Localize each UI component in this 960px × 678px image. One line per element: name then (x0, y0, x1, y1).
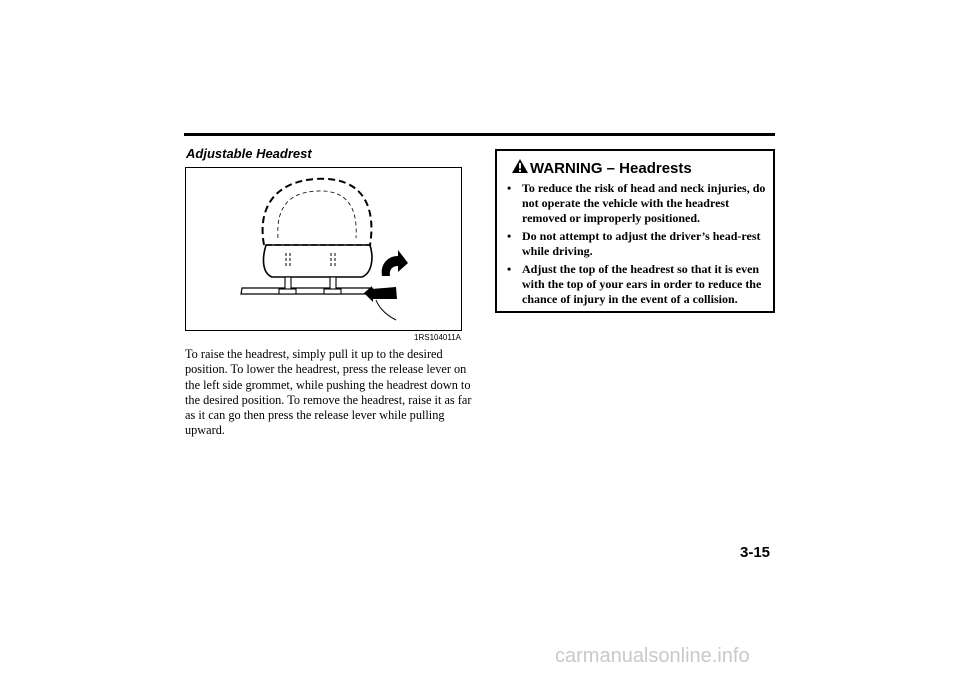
warning-title: WARNING – Headrests (530, 160, 692, 177)
section-heading: Adjustable Headrest (186, 146, 312, 161)
top-rule (184, 133, 775, 136)
warning-item: • Adjust the top of the headrest so that it is even with the top of your ears in order to reduce the chance of injury in the event of a collision. (507, 262, 769, 307)
headrest-figure (185, 167, 462, 331)
headrest-adjustment-illustration (186, 168, 461, 330)
warning-triangle-icon (511, 158, 529, 174)
warning-item: • Do not attempt to adjust the driver’s head-rest while driving. (507, 229, 769, 259)
watermark: carmanualsonline.info (555, 645, 750, 667)
body-paragraph: To raise the headrest, simply pull it up to the desired position. To lower the headrest, press the release lever on the left side grommet, while pushing the headrest down to the desired position. To remove the headrest, raise it as far as it can go then press the release lever while pulling upward. (185, 347, 472, 438)
page-number: 3-15 (740, 544, 771, 561)
figure-code: 1RS104011A (414, 333, 461, 342)
warning-item: • To reduce the risk of head and neck injuries, do not operate the vehicle with the headrest removed or improperly positioned. (507, 181, 769, 226)
warning-list (507, 181, 769, 310)
warning-box (495, 149, 775, 313)
